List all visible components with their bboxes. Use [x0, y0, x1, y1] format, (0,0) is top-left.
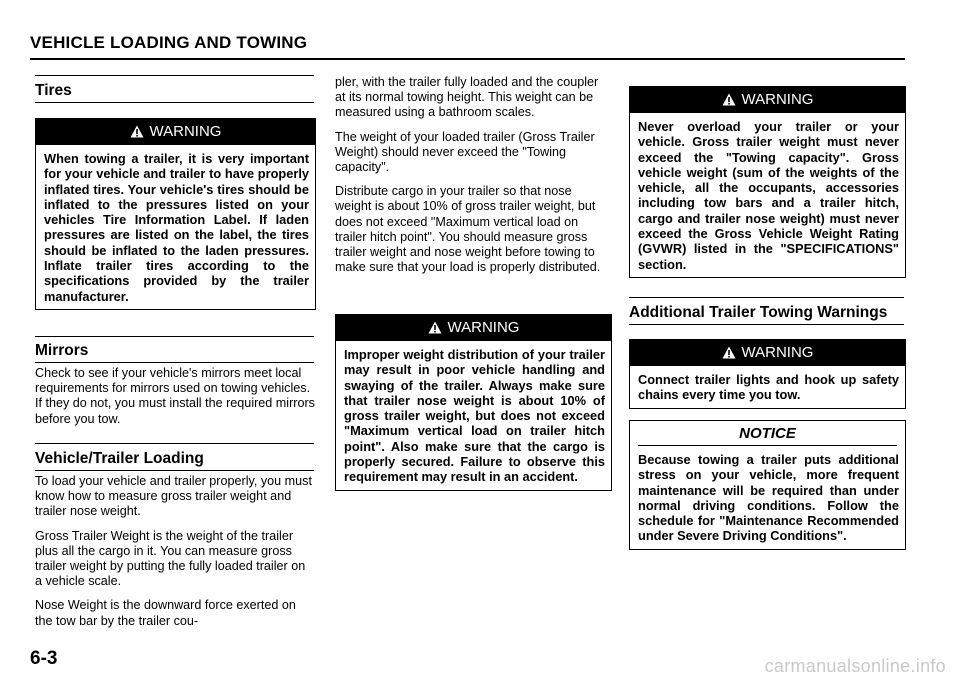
- page-header-title: VEHICLE LOADING AND TOWING: [30, 33, 308, 52]
- lights-warning-header: [630, 340, 905, 366]
- warning-label: WARNING: [149, 123, 222, 140]
- middle-text: [335, 75, 610, 284]
- middle-paragraph-3: Distribute cargo in your trailer so that nose weight is about 10% of gross trailer weight, but does not exceed "Maximum vertical load on trailer hitch point". You should measure gross trailer weight and nose weight before towing to make sure that your load is properly distributed.: [335, 184, 601, 275]
- loading-rule-bottom: [35, 470, 314, 471]
- warning-label: WARNING: [741, 91, 814, 108]
- tires-title: Tires: [35, 82, 72, 99]
- warning-label: WARNING: [741, 344, 814, 361]
- notice-box: [629, 420, 906, 550]
- header-rule: [30, 58, 905, 60]
- lights-warning-text: Connect trailer lights and hook up safety chains every time you tow.: [638, 372, 899, 403]
- overload-warning-header: [630, 87, 905, 113]
- weight-warning-header: [336, 315, 611, 341]
- loading-paragraph-3: Nose Weight is the downward force exerted on the tow bar by the trailer cou-: [35, 598, 296, 628]
- loading-rule-top: [35, 443, 314, 444]
- tires-rule-bottom: [35, 102, 314, 103]
- loading-paragraph-1: To load your vehicle and trailer properly, you must know how to measure gross trailer weight and trailer nose weight.: [35, 474, 312, 519]
- additional-rule-bottom: [629, 324, 904, 325]
- loading-title: Vehicle/Trailer Loading: [35, 450, 204, 467]
- weight-warning-text: Improper weight distribution of your trailer may result in poor vehicle handling and swaying of the trailer. Always make sure that trailer nose weight is about 10% of gross trailer weight, but does not exceed "Maximum vertical load on trailer hitch point". Also make sure that the cargo is properly secured. Failure to observe this requirement may result in an accident.: [344, 347, 605, 485]
- warning-triangle-icon: [722, 346, 736, 359]
- warning-label: WARNING: [447, 319, 520, 336]
- tires-warning-text: When towing a trailer, it is very important for your vehicle and trailer to have properly inflated tires. Your vehicle's tires should be inflated to the pressures listed on your vehicles Tire Information Label. If laden pressures are listed on the label, the tires should be inflated to the laden pressures. Inflate trailer tires according to the specifications provided by the trailer manufacturer.: [44, 151, 309, 304]
- middle-paragraph-1: pler, with the trailer fully loaded and the coupler at its normal towing height. This weight can be measured using a bathroom scales.: [335, 75, 599, 120]
- notice-text: Because towing a trailer puts additional stress on your vehicle, more frequent maintenance will be required than under normal driving conditions. Follow the schedule for "Maintenance Recommended under Severe Driving Conditions".: [638, 452, 899, 544]
- weight-warning-box: [335, 314, 612, 491]
- page-number: 6-3: [30, 648, 58, 669]
- mirrors-text: [35, 366, 315, 436]
- lights-warning-box: [629, 339, 906, 409]
- additional-warnings-title: Additional Trailer Towing Warnings: [629, 304, 888, 321]
- warning-triangle-icon: [428, 321, 442, 334]
- additional-rule-top: [629, 297, 904, 298]
- mirrors-title: Mirrors: [35, 342, 89, 359]
- middle-paragraph-2: The weight of your loaded trailer (Gross Trailer Weight) should never exceed the "Towing capacity".: [335, 129, 595, 175]
- watermark: carmanualsonline.info: [764, 656, 946, 676]
- loading-text: [35, 474, 315, 638]
- warning-triangle-icon: [130, 125, 144, 138]
- tires-warning-header: [36, 119, 315, 145]
- mirrors-paragraph: Check to see if your vehicle's mirrors meet local requirements for mirrors used on towing vehicles. If they do not, you must install the required mirrors before you tow.: [35, 366, 315, 426]
- notice-header: NOTICE: [638, 421, 897, 446]
- warning-triangle-icon: [722, 93, 736, 106]
- mirrors-rule-top: [35, 336, 314, 337]
- tires-warning-box: [35, 118, 316, 310]
- tires-rule-top: [35, 75, 314, 76]
- mirrors-rule-bottom: [35, 362, 314, 363]
- overload-warning-box: [629, 86, 906, 278]
- overload-warning-text: Never overload your trailer or your vehicle. Gross trailer weight must never exceed the "Towing capacity". Gross vehicle weight (sum of the weights of the vehicle, all the occupants, accessories including tow bars and a trailer hitch, cargo and trailer nose weight) must never exceed the Gross Vehicle Weight Rating (GVWR) listed in the "SPECIFICATIONS" section.: [638, 119, 899, 272]
- loading-paragraph-2: Gross Trailer Weight is the weight of the trailer plus all the cargo in it. You can measure gross trailer weight by putting the fully loaded trailer on a vehicle scale.: [35, 528, 306, 589]
